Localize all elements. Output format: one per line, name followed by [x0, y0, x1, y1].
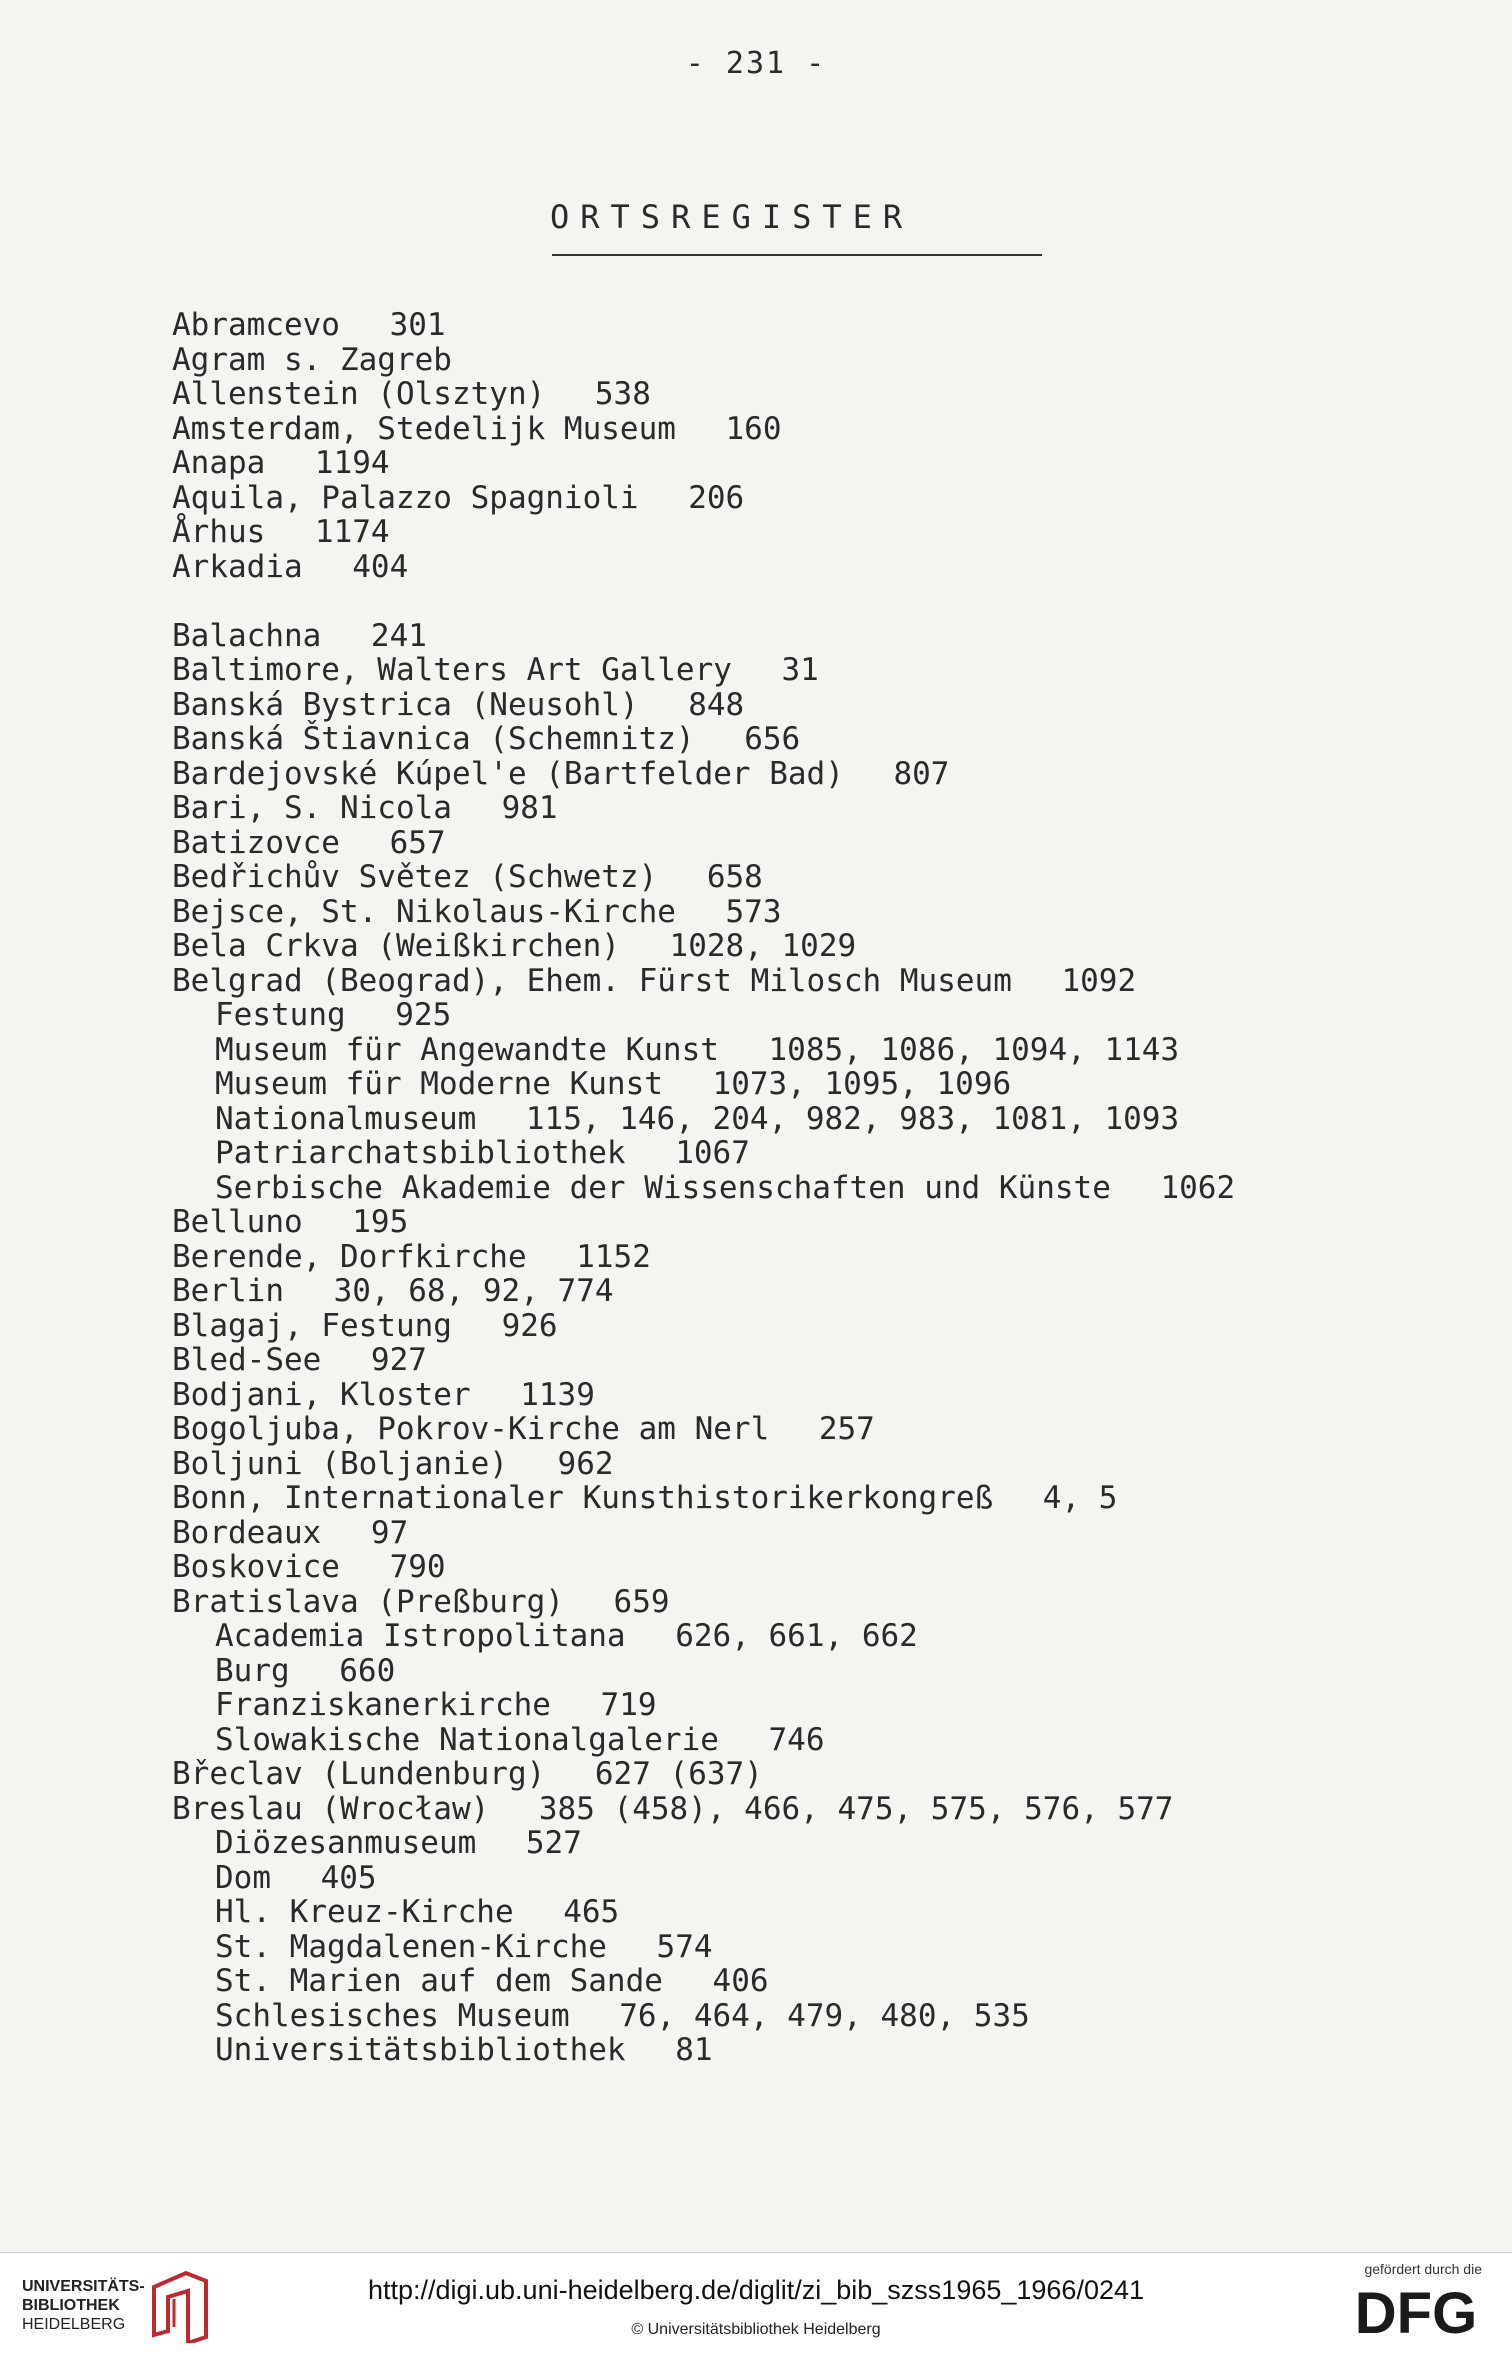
entry-place: Banská Štiavnica (Schemnitz)	[172, 721, 695, 757]
index-entry	[172, 757, 1235, 792]
index-entry	[172, 895, 1235, 930]
entry-pages: 97	[370, 1514, 409, 1551]
entry-pages: 1028, 1029	[669, 928, 857, 964]
dfg-logo-text: DFG	[1354, 2283, 1478, 2339]
entry-place: Boskovice	[172, 1549, 340, 1585]
entry-place: Baltimore, Walters Art Gallery	[172, 652, 732, 688]
library-name-line2: BIBLIOTHEK	[22, 2297, 120, 2314]
entry-place: Boljuni (Boljanie)	[172, 1445, 508, 1482]
entry-place: Bogoljuba, Pokrov-Kirche am Nerl	[172, 1411, 770, 1447]
index-entry	[172, 1274, 1235, 1309]
index-subentry	[172, 1688, 1235, 1723]
page-title: ORTSREGISTER	[550, 198, 914, 236]
entry-place: Berende, Dorfkirche	[172, 1238, 527, 1275]
entry-pages: 160	[725, 410, 782, 447]
entry-pages: 465	[563, 1894, 620, 1930]
index-subentry	[172, 1930, 1235, 1965]
entry-place: Belluno	[172, 1204, 303, 1240]
index-entry	[172, 1481, 1235, 1516]
entry-pages: 1139	[520, 1376, 595, 1413]
entry-pages: 574	[656, 1928, 713, 1965]
index-entry	[172, 308, 1235, 343]
title-underline	[552, 254, 1042, 256]
index-subentry	[172, 1826, 1235, 1861]
index-entry	[172, 1447, 1235, 1482]
index-entry	[172, 1309, 1235, 1344]
index-entry	[172, 791, 1235, 826]
entry-place: Arkadia	[172, 548, 303, 585]
entry-pages: 81	[675, 2032, 713, 2068]
entry-pages: 807	[893, 755, 950, 792]
entry-pages: 627 (637)	[594, 1756, 763, 1792]
entry-pages: 659	[613, 1583, 670, 1620]
entry-pages: 656	[744, 721, 801, 757]
entry-pages: 660	[339, 1652, 396, 1689]
index-subentry	[172, 998, 1235, 1033]
entry-place: Museum für Angewandte Kunst	[215, 1031, 719, 1068]
entry-place: Belgrad (Beograd), Ehem. Fürst Milosch Museum	[172, 962, 1012, 999]
index-entry	[172, 1378, 1235, 1413]
entry-pages: 1194	[314, 445, 390, 481]
entry-pages: 746	[768, 1721, 825, 1758]
index-entry	[172, 653, 1235, 688]
entry-place: Abramcevo	[172, 307, 340, 343]
entry-place: Bari, S. Nicola	[172, 790, 452, 826]
entry-pages: 257	[818, 1411, 875, 1447]
index-entry	[172, 1585, 1235, 1620]
entry-place: Diözesanmuseum	[215, 1825, 477, 1861]
index-subentry	[172, 1171, 1235, 1206]
index-entry	[172, 412, 1235, 447]
index-subentry	[172, 1033, 1235, 1068]
index-entry	[172, 929, 1235, 964]
entry-place: Burg	[215, 1652, 290, 1689]
index-entry	[172, 550, 1235, 585]
entry-pages: 657	[389, 824, 446, 861]
entry-pages: 927	[370, 1342, 427, 1378]
index-entry	[172, 515, 1235, 550]
entry-pages: 1174	[314, 514, 390, 550]
entry-pages: 573	[725, 893, 782, 930]
entry-pages: 115, 146, 204, 982, 983, 1081, 1093	[525, 1100, 1180, 1137]
entry-pages: 926	[501, 1307, 558, 1344]
entry-place: Agram s. Zagreb	[172, 341, 452, 378]
entry-pages: 4, 5	[1042, 1480, 1118, 1516]
entry-place: Bardejovské Kúpel'e (Bartfelder Bad)	[172, 755, 844, 792]
entry-place: Universitätsbibliothek	[215, 2032, 626, 2068]
index-subentry	[172, 1895, 1235, 1930]
entry-pages: 206	[688, 479, 745, 516]
entry-place: Bratislava (Preßburg)	[172, 1583, 564, 1620]
entry-place: Aquila, Palazzo Spagnioli	[172, 479, 639, 516]
entry-place: Bela Crkva (Weißkirchen)	[172, 928, 620, 964]
entry-pages: 301	[389, 307, 446, 343]
index-entry	[172, 826, 1235, 861]
entry-pages: 626, 661, 662	[675, 1618, 918, 1654]
index-entry	[172, 1757, 1235, 1792]
entry-pages: 1067	[675, 1135, 750, 1171]
index-entry	[172, 1516, 1235, 1551]
copyright-notice: © Universitätsbibliothek Heidelberg	[631, 2321, 881, 2338]
index-subentry	[172, 1999, 1235, 2034]
entry-place: Batizovce	[172, 824, 340, 861]
index-entry	[172, 619, 1235, 654]
entry-place: St. Magdalenen-Kirche	[215, 1928, 607, 1965]
funding-label: gefördert durch die	[1364, 2261, 1482, 2277]
entry-place: Bonn, Internationaler Kunsthistorikerkongreß	[172, 1480, 994, 1516]
index-entry	[172, 722, 1235, 757]
index-subentry	[172, 1861, 1235, 1896]
entry-pages: 405	[320, 1859, 377, 1896]
entry-pages: 30, 68, 92, 774	[333, 1273, 614, 1309]
entry-pages: 404	[352, 548, 409, 585]
index-subentry	[172, 1654, 1235, 1689]
entry-pages: 76, 464, 479, 480, 535	[619, 1997, 1030, 2034]
index-entry	[172, 1205, 1235, 1240]
entry-pages: 925	[395, 997, 452, 1033]
entry-pages: 538	[594, 376, 651, 412]
entry-place: Breslau (Wrocław)	[172, 1790, 490, 1827]
entry-pages: 1073, 1095, 1096	[712, 1066, 1012, 1102]
entry-pages: 1152	[576, 1238, 651, 1275]
entry-place: Slowakische Nationalgalerie	[215, 1721, 719, 1758]
entry-pages: 527	[525, 1825, 582, 1861]
entry-place: Franziskanerkirche	[215, 1687, 551, 1723]
entry-pages: 385 (458), 466, 475, 575, 576, 577	[538, 1790, 1174, 1827]
entry-place: Blagaj, Festung	[172, 1307, 452, 1344]
page-number: - 231 -	[685, 46, 827, 81]
entry-place: Dom	[215, 1859, 271, 1896]
entry-pages: 962	[557, 1445, 614, 1482]
entry-pages: 1062	[1160, 1169, 1236, 1206]
entry-place: St. Marien auf dem Sande	[215, 1963, 663, 1999]
dfg-logo-icon	[1346, 2283, 1486, 2339]
list-spacer	[172, 584, 1235, 619]
entry-pages: 1092	[1061, 962, 1137, 999]
entry-place: Břeclav (Lundenburg)	[172, 1756, 546, 1792]
entry-place: Banská Bystrica (Neusohl)	[172, 686, 639, 723]
entry-place: Museum für Moderne Kunst	[215, 1066, 663, 1102]
library-name-line1: UNIVERSITÄTS-	[22, 2278, 145, 2295]
entry-pages: 790	[389, 1549, 446, 1585]
entry-place: Berlin	[172, 1273, 284, 1309]
index-entry	[172, 860, 1235, 895]
footer-bar	[0, 2252, 1512, 2357]
index-subentry	[172, 2033, 1235, 2068]
index-entry	[172, 446, 1235, 481]
entry-pages: 31	[781, 652, 819, 688]
index-subentry	[172, 1102, 1235, 1137]
entry-place: Amsterdam, Stedelijk Museum	[172, 410, 676, 447]
entry-pages: 981	[501, 790, 558, 826]
entry-pages: 1085, 1086, 1094, 1143	[768, 1031, 1180, 1068]
entry-place: Århus	[172, 514, 266, 550]
entry-pages: 406	[712, 1963, 769, 1999]
entry-pages: 195	[352, 1204, 409, 1240]
entry-place: Bodjani, Kloster	[172, 1376, 471, 1413]
index-entry	[172, 1240, 1235, 1275]
entry-place: Bordeaux	[172, 1514, 322, 1551]
index-entry	[172, 1412, 1235, 1447]
entry-place: Bled-See	[172, 1342, 322, 1378]
entry-pages: 241	[370, 617, 427, 654]
entry-place: Anapa	[172, 445, 266, 481]
entry-place: Balachna	[172, 617, 322, 654]
entry-place: Bedřichův Světez (Schwetz)	[172, 859, 658, 895]
entry-place: Hl. Kreuz-Kirche	[215, 1894, 514, 1930]
index-entry	[172, 964, 1235, 999]
index-entry	[172, 1343, 1235, 1378]
entry-place: Allenstein (Olsztyn)	[172, 376, 546, 412]
entry-place: Bejsce, St. Nikolaus-Kirche	[172, 893, 676, 930]
entry-place: Patriarchatsbibliothek	[215, 1135, 626, 1171]
entry-place: Schlesisches Museum	[215, 1997, 570, 2034]
place-index-list	[172, 308, 1235, 2068]
index-subentry	[172, 1964, 1235, 1999]
entry-place: Nationalmuseum	[215, 1100, 477, 1137]
index-entry	[172, 343, 1235, 378]
library-name-line3: HEIDELBERG	[22, 2316, 126, 2333]
index-entry	[172, 1550, 1235, 1585]
entry-pages: 719	[600, 1687, 657, 1723]
index-subentry	[172, 1619, 1235, 1654]
index-entry	[172, 481, 1235, 516]
entry-pages: 848	[688, 686, 745, 723]
permalink-url[interactable]: http://digi.ub.uni-heidelberg.de/diglit/zi_bib_szss1965_1966/0241	[367, 2275, 1145, 2305]
entry-pages: 658	[706, 859, 763, 895]
entry-place: Academia Istropolitana	[215, 1618, 626, 1654]
index-entry	[172, 1792, 1235, 1827]
entry-place: Festung	[215, 997, 346, 1033]
index-subentry	[172, 1723, 1235, 1758]
entry-place: Serbische Akademie der Wissenschaften und Künste	[215, 1169, 1111, 1206]
index-entry	[172, 377, 1235, 412]
index-subentry	[172, 1067, 1235, 1102]
index-entry	[172, 688, 1235, 723]
index-subentry	[172, 1136, 1235, 1171]
